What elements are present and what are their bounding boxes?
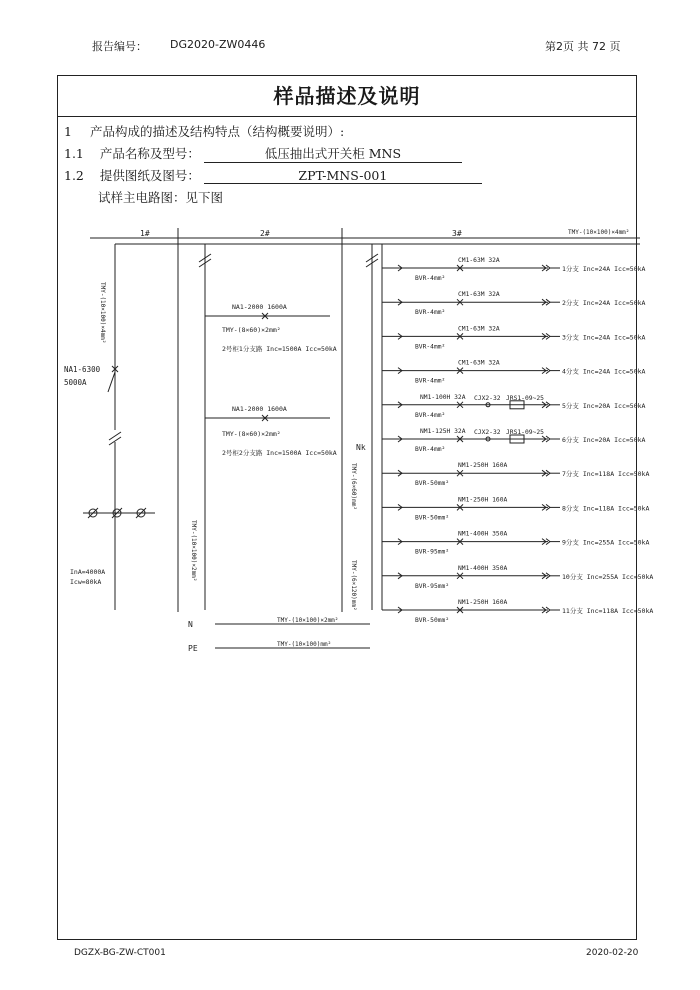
feeder-3-description: 3分支 Inc=24A Icc=50kA <box>562 333 646 342</box>
pe-busbar-label: TMY-(10×100)mm² <box>277 641 332 648</box>
cabinet-2-branch-2-desc: 2号柜2分支路 Inc=1500A Icc=50kA <box>222 449 337 457</box>
feeder-6-relay-label: JRS1-09~25 <box>506 429 544 436</box>
page-info: 第2页 共 72 页 <box>545 40 621 53</box>
product-name-model: 低压抽出式开关柜 MNS <box>204 144 462 163</box>
report-number: DG2020-ZW0446 <box>170 38 266 51</box>
incomer-breaker-model: NA1-6300 <box>64 365 101 374</box>
ct-rating-1: InA=4000A <box>70 568 106 576</box>
feeder-8-description: 8分支 Inc=118A Icc=50kA <box>562 504 650 513</box>
footer-document-code: DGZX-BG-ZW-CT001 <box>74 948 166 958</box>
feeder-6-description: 6分支 Inc=20A Icc=50kA <box>562 436 646 444</box>
incomer-breaker-rating: 5000A <box>64 378 87 387</box>
feeder-11-cable-label: BVR-50mm² <box>415 617 450 624</box>
cabinet-1-bus-label: TMY-(10×100)×4mm² <box>99 282 106 344</box>
nk-label: Nk <box>356 443 366 452</box>
feeder-10-breaker-label: NM1-400H 350A <box>458 564 508 572</box>
feeder-1-cable-label: BVR-4mm² <box>415 275 446 282</box>
n-label: N <box>188 620 193 629</box>
cabinet-2-branch-1-bus: TMY-(8×60)×2mm² <box>222 326 281 334</box>
feeder-5-relay-label: JRS1-09~25 <box>506 394 544 402</box>
cabinet-2-branch-2-bus: TMY-(8×60)×2mm² <box>222 430 281 438</box>
section-1-1-label: 产品名称及型号： <box>99 146 200 161</box>
cabinet-3-label: 3# <box>452 229 462 238</box>
cabinet-1-label: 1# <box>140 229 150 238</box>
n-busbar-label: TMY-(10×100)×2mm² <box>277 617 339 624</box>
feeder-11-description: 11分支 Inc=118A Icc=50kA <box>562 607 654 615</box>
cabinet-2-label: 2# <box>260 229 270 238</box>
feeder-9-cable-label: BVR-95mm² <box>415 548 450 556</box>
feeder-9-description: 9分支 Inc=255A Icc=50kA <box>562 538 650 547</box>
incomer-breaker-symbol <box>108 366 118 430</box>
main-busbar-label: TMY-(10×100)×4mm² <box>568 229 630 236</box>
feeder-5-cable-label: BVR-4mm² <box>415 411 446 419</box>
feeder-5-breaker-label: NM1-100H 32A <box>420 393 466 401</box>
feeder-6-breaker-label: NM1-125H 32A <box>420 428 466 435</box>
feeder-2-breaker-label: CM1-63M 32A <box>458 291 500 299</box>
feeder-8-cable-label: BVR-50mm² <box>415 514 450 522</box>
diagram-caption: 试样主电路图：见下图 <box>98 190 224 205</box>
section-1-2-label: 提供图纸及图号： <box>99 168 200 183</box>
cabinet-3-bus-label-1: TMY-(6×60)mm² <box>350 463 357 510</box>
cabinet-2-bus-label: TMY-(10×100)×2mm² <box>190 520 197 582</box>
feeder-5-description: 5分支 Inc=20A Icc=50kA <box>562 401 646 410</box>
feeder-11-breaker-label: NM1-250H 160A <box>458 599 508 606</box>
section-1-number: 1 <box>64 124 72 139</box>
feeder-6-cable-label: BVR-4mm² <box>415 446 446 453</box>
page-title: 样品描述及说明 <box>58 76 636 117</box>
feeder-2-description: 2分支 Inc=24A Icc=50kA <box>562 299 646 308</box>
feeder-6-contactor-label: CJX2-32 <box>474 429 501 436</box>
feeder-1-description: 1分支 Inc=24A Icc=50kA <box>562 265 646 273</box>
section-1-2-number: 1.2 <box>64 168 84 183</box>
feeder-7-description: 7分支 Inc=118A Icc=50kA <box>562 470 650 479</box>
feeder-4-breaker-label: CM1-63M 32A <box>458 359 500 367</box>
feeder-7-cable-label: BVR-50mm² <box>415 480 450 488</box>
feeder-10-cable-label: BVR-95mm² <box>415 582 450 590</box>
feeder-3-cable-label: BVR-4mm² <box>415 343 446 351</box>
drawing-number: ZPT-MNS-001 <box>204 168 482 184</box>
feeder-3-breaker-label: CM1-63M 32A <box>458 325 500 333</box>
ct-rating-2: Icw=80kA <box>70 578 102 586</box>
feeder-10-description: 10分支 Inc=255A Icc=50kA <box>562 572 654 581</box>
feeder-9-breaker-label: NM1-400H 350A <box>458 530 508 538</box>
cabinet-2-branch-1-breaker: NA1-2000 1600A <box>232 303 287 311</box>
report-number-label: 报告编号： <box>92 40 147 53</box>
feeder-1-breaker-label: CM1-63M 32A <box>458 257 500 264</box>
cabinet-2-branch-2-breaker: NA1-2000 1600A <box>232 405 287 413</box>
feeder-2-cable-label: BVR-4mm² <box>415 309 446 317</box>
feeder-4-cable-label: BVR-4mm² <box>415 377 446 385</box>
feeder-7-breaker-label: NM1-250H 160A <box>458 462 508 470</box>
section-1-1-number: 1.1 <box>64 146 84 161</box>
feeder-4-description: 4分支 Inc=24A Icc=50kA <box>562 367 646 376</box>
section-1-text: 产品构成的描述及结构特点（结构概要说明）: <box>89 124 345 139</box>
cabinet-3-bus-label-2: TMY-(6×120)mm² <box>350 560 357 611</box>
pe-label: PE <box>188 644 198 653</box>
current-transformer-symbols <box>83 508 155 518</box>
cabinet-2-branch-1-desc: 2号柜1分支路 Inc=1500A Icc=50kA <box>222 345 337 353</box>
feeder-5-contactor-label: CJX2-32 <box>474 394 501 402</box>
footer-date: 2020-02-20 <box>586 948 639 958</box>
feeder-8-breaker-label: NM1-250H 160A <box>458 496 508 504</box>
feeder-group <box>382 257 653 624</box>
